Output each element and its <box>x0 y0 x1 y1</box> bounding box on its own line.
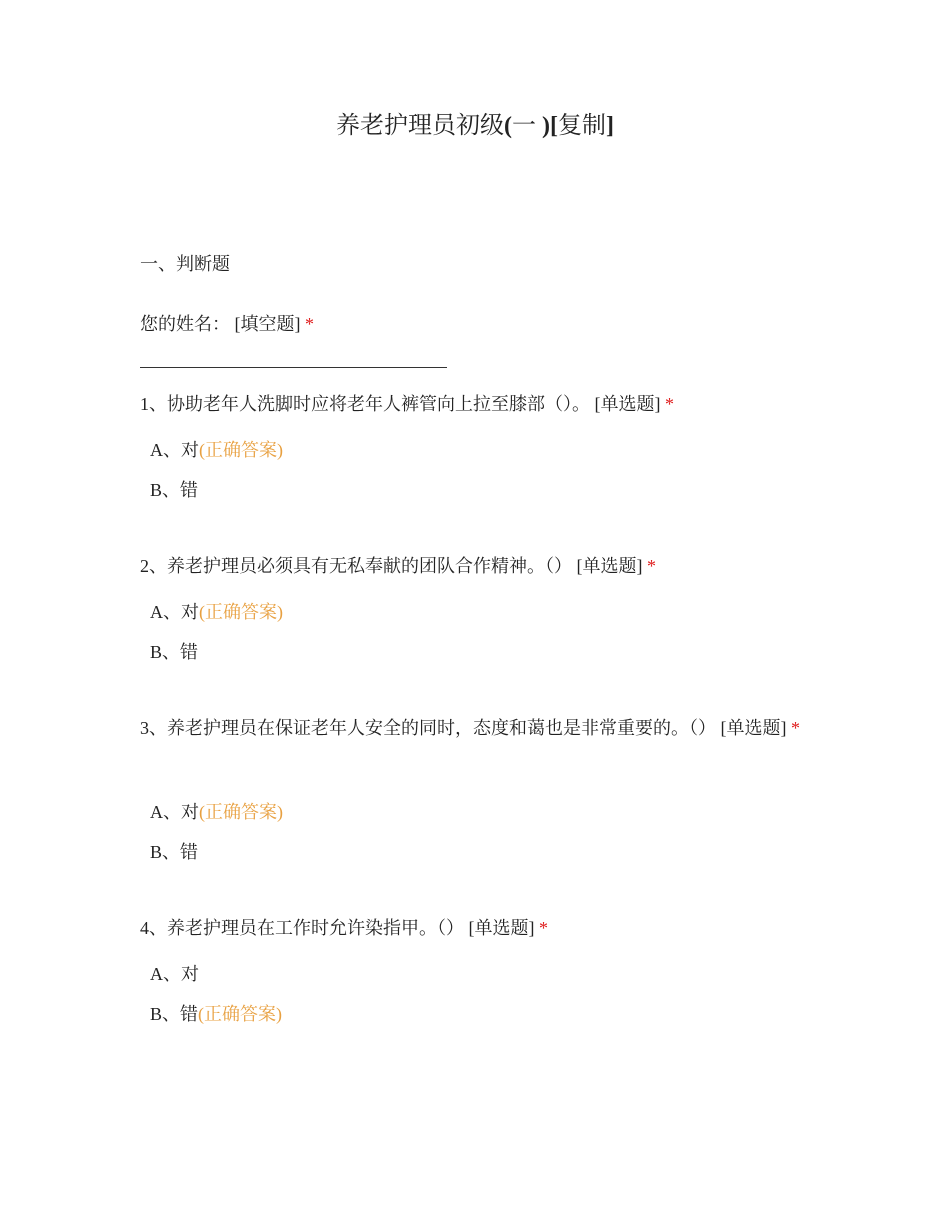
q2-option-b[interactable] <box>150 638 198 666</box>
question-text: 2、养老护理员必须具有无私奉献的团队合作精神。（） <box>140 556 572 576</box>
document-title <box>0 108 950 144</box>
option-label: B、错 <box>150 642 199 662</box>
q4-option-b[interactable] <box>150 1000 282 1028</box>
required-mark: * <box>647 556 656 576</box>
correct-answer-label: (正确答案) <box>198 1004 283 1024</box>
question-text: 您的姓名： <box>140 314 230 334</box>
required-mark: * <box>665 394 674 414</box>
option-label: B、错 <box>150 1004 199 1024</box>
title-part-number: 一 <box>512 113 542 139</box>
title-part-bracket-close: ] <box>605 113 614 139</box>
q4-option-a[interactable] <box>150 960 199 988</box>
title-part-paren-open: ( <box>504 113 512 139</box>
question-text: 3、养老护理员在保证老年人安全的同时，态度和蔼也是非常重要的。（） <box>140 718 716 738</box>
question-text: 4、养老护理员在工作时允许染指甲。（） <box>140 918 464 938</box>
q2-option-a[interactable] <box>150 598 283 626</box>
correct-answer-label: (正确答案) <box>199 802 283 822</box>
title-part-main: 养老护理员初级 <box>336 113 504 139</box>
option-label: A、对 <box>150 440 199 460</box>
question-3 <box>140 709 805 747</box>
option-label: A、对 <box>150 964 199 984</box>
q1-option-a[interactable] <box>150 436 283 464</box>
question-2 <box>140 547 805 585</box>
q3-option-a[interactable] <box>150 798 283 826</box>
question-4 <box>140 909 805 947</box>
question-type: [单选题] <box>594 394 661 414</box>
name-answer-line[interactable] <box>140 367 447 368</box>
correct-answer-label: (正确答案) <box>199 440 283 460</box>
option-label: B、错 <box>150 842 199 862</box>
q1-option-b[interactable] <box>150 476 198 504</box>
option-label: A、对 <box>150 802 199 822</box>
required-mark: * <box>305 314 314 334</box>
question-type: [单选题] <box>720 718 787 738</box>
required-mark: * <box>791 718 800 738</box>
option-label: A、对 <box>150 602 199 622</box>
question-type: [单选题] <box>468 918 535 938</box>
name-question <box>140 305 805 343</box>
required-mark: * <box>539 918 548 938</box>
q3-option-b[interactable] <box>150 838 198 866</box>
question-1 <box>140 385 805 423</box>
question-text: 1、协助老年人洗脚时应将老年人裤管向上拉至膝部（）。 <box>140 394 590 414</box>
title-part-copy: 复制 <box>557 113 606 139</box>
question-type: [单选题] <box>576 556 643 576</box>
question-type: [填空题] <box>234 314 301 334</box>
correct-answer-label: (正确答案) <box>199 602 283 622</box>
section-heading: 一、判断题 <box>140 254 230 274</box>
option-label: B、错 <box>150 480 199 500</box>
title-part-paren-close: )[ <box>542 113 558 139</box>
